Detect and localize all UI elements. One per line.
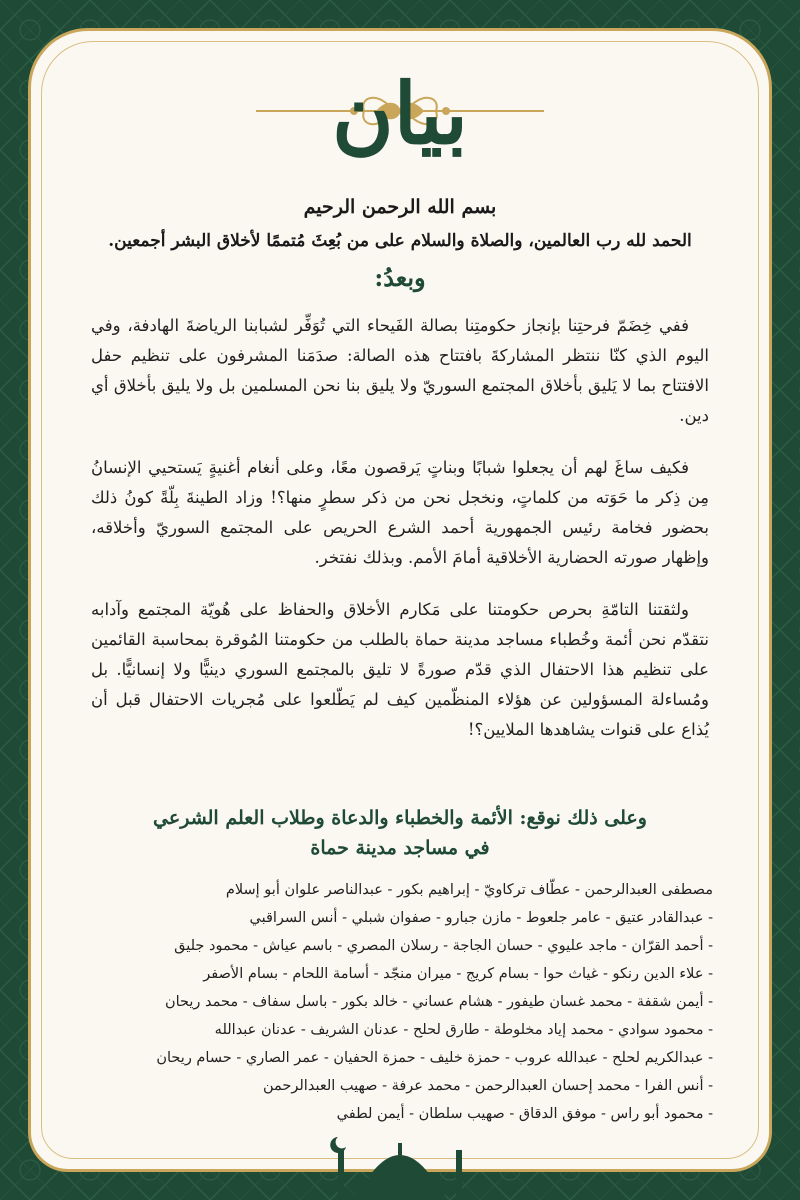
signatories-heading-line2: في مساجد مدينة حماة [310,837,490,859]
subheading-baad: وبعدُ: [374,263,426,292]
signatories-heading-line1: وعلى ذلك نوقع: الأئمة والخطباء والدعاة وطلاب العلم الشرعي [153,807,647,829]
title-container [31,59,769,169]
names-line: مصطفى العبدالرحمن - عطّاف تركاويّ - إبراهيم بكور - عبدالناصر علوان أبو إسلام [225,882,713,898]
names-line: - عبدالقادر عتيق - عامر جلعوط - مازن جبارو - صفوان شبلي - أنس السراقبي [249,910,713,926]
paragraph-1: ففي خِضَمّ فرحتِنا بإنجاز حكومتِنا بصالة الفَيحاء التي تُوَفِّر لشبابنا الرياضةَ الهادفة، وفي اليوم الذي كنّا ننتظر المشاركةَ بافتتاح هذه الصالة: صدَمَنا المشرفون على تنظيم حفل الافتتاح بما لا يَليق بأخلاق المجتمع السوريّ ولا يليق بنا نحن المسلمين بل ولا يليق بأخلاق أي دين. [91,316,709,425]
names-line: - أيمن شقفة - محمد غسان طيفور - هشام عساني - خالد بكور - باسل سفاف - محمد ريحان [164,994,713,1010]
names-line: - علاء الدين رنكو - غياث حوا - بسام كريج - ميران منجّد - أسامة اللحام - بسام الأصفر [203,966,713,982]
statement-body [91,311,709,767]
paragraph-3: ولثقتنا التامّةِ بحرص حكومتنا على مَكارم الأخلاق والحفاظ على هُويّة المجتمع وآدابه نتقدّم نحن أئمة وخُطباء مساجد مدينة حماة بالطلب من حكومتنا المُوقرة بمحاسبة القائمين على تنظيم هذا الاحتفال الذي قدّم صورةً لا تليق بالمجتمع السوري دينيًّا ولا إنسانيًّا. بل ومُساءلة المسؤولين عن هؤلاء المنظّمين كيف لم يَطّلعوا على مُجريات الاحتفال قبل أن يُذاع على قنوات يشاهدها الملايين؟! [91,600,709,739]
document-paper [28,28,772,1172]
basmala: بسم الله الرحمن الرحيم [303,196,497,218]
signatories-heading [71,803,729,863]
paragraph-2: فكيف ساغَ لهم أن يجعلوا شبابًا وبناتٍ يَرقصون معًا، وعلى أنغام أغنيةٍ يَستحيي الإنسانُ مِن ذِكر ما حَوَته من كلماتٍ، ونخجل نحن من ذكر سطرٍ منها؟! وزاد الطينةَ بِلّةً كونُ ذلك بحضور فخامة رئيس الجمهورية أحمد الشرع الحريص على المجتمع السوريّ وأخلاقه، وإظهار صورته الحضارية الأخلاقية أمامَ الأمم. وبذلك نفتخر. [91,458,709,567]
mosque-silhouette-icon [300,1125,500,1200]
names-line: - محمود سوادي - محمد إياد مخلوطة - طارق لحلح - عدنان الشريف - عدنان عبدالله [214,1022,713,1038]
names-line: - محمود أبو راس - موفق الدقاق - صهيب سلطان - أيمن لطفي [336,1106,713,1122]
opening-praise: الحمد لله رب العالمين، والصلاة والسلام على من بُعِثَ مُتممًا لأخلاق البشر أجمعين. [108,231,692,251]
names-line: - أنس الفرا - محمد إحسان العبدالرحمن - محمد عرفة - صهيب العبدالرحمن [263,1078,713,1094]
page-title: بيان [331,64,468,163]
names-line: - أحمد القرّان - ماجد عليوي - حسان الجاجة - رسلان المصري - باسم عياش - محمود جليق [174,938,713,954]
names-line: - عبدالكريم لحلح - عبدالله عروب - حمزة خليف - حمزة الحفيان - عمر الصاري - حسام ريحان [156,1050,713,1066]
signatories-list [87,876,713,1128]
